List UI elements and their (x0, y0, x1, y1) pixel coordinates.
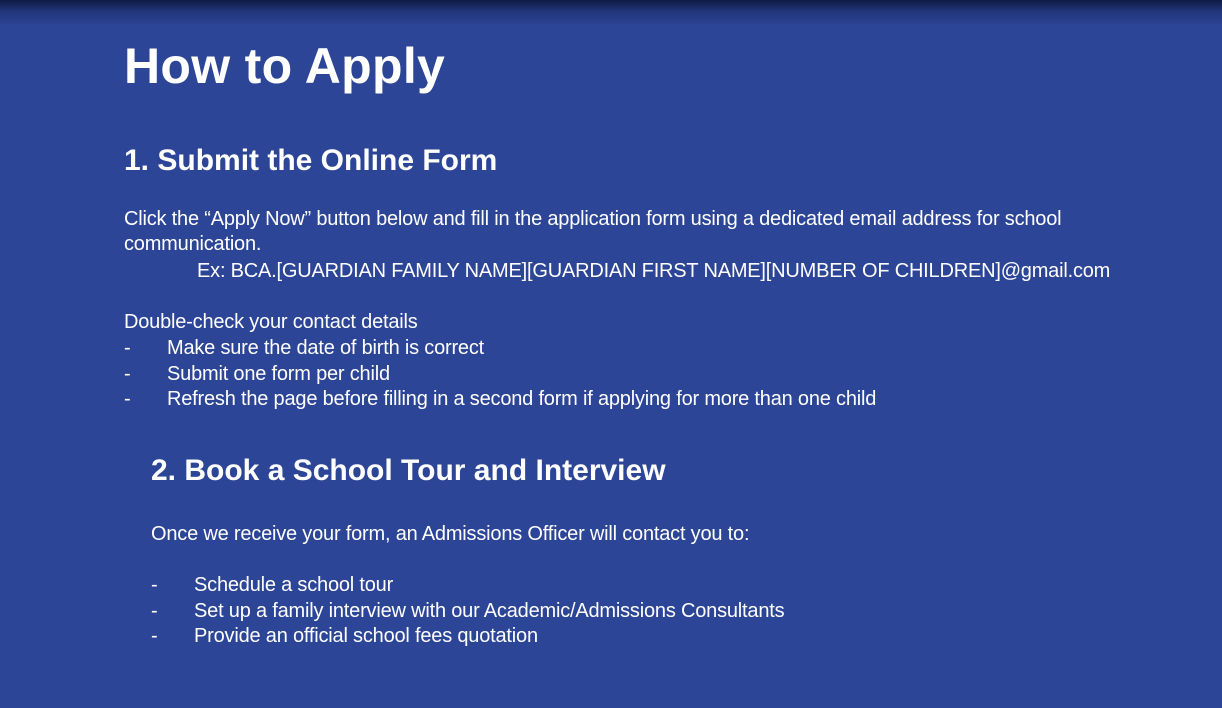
list-dash: - (124, 337, 131, 359)
submit-form-instructions: Click the “Apply Now” button below and fill in the application form using a dedicated email address for school communication. (124, 208, 1062, 255)
list-item-text: Set up a family interview with our Academic/Admissions Consultants (194, 599, 785, 622)
book-tour-intro: Once we receive your form, an Admissions Officer will contact you to: (151, 523, 750, 545)
email-example: Ex: BCA.[GUARDIAN FAMILY NAME][GUARDIAN FIRST NAME][NUMBER OF CHILDREN]@gmail.com (197, 260, 1111, 282)
list-dash: - (151, 599, 158, 622)
list-item (151, 573, 784, 599)
section-heading-book-tour: 2. Book a School Tour and Interview (151, 454, 666, 487)
page-title: How to Apply (124, 38, 446, 94)
list-dash: - (124, 362, 131, 385)
header-shadow (0, 0, 1222, 26)
list-item-text: Submit one form per child (167, 362, 390, 385)
list-item-text: Provide an official school fees quotation (194, 625, 538, 647)
section-heading-submit-form: 1. Submit the Online Form (124, 144, 498, 177)
list-item (151, 599, 784, 625)
list-item-text: Make sure the date of birth is correct (167, 337, 484, 359)
list-item (124, 387, 876, 413)
list-item-text: Refresh the page before filling in a second form if applying for more than one child (167, 388, 877, 410)
list-item (124, 336, 876, 362)
list-item (151, 624, 784, 650)
list-dash: - (151, 625, 158, 647)
list-dash: - (124, 388, 131, 410)
list-item (124, 362, 876, 388)
list-item-text: Schedule a school tour (194, 574, 394, 596)
contact-check-list (124, 336, 876, 413)
list-dash: - (151, 574, 158, 596)
admissions-steps-list (151, 573, 784, 650)
contact-check-title: Double-check your contact details (124, 311, 418, 333)
